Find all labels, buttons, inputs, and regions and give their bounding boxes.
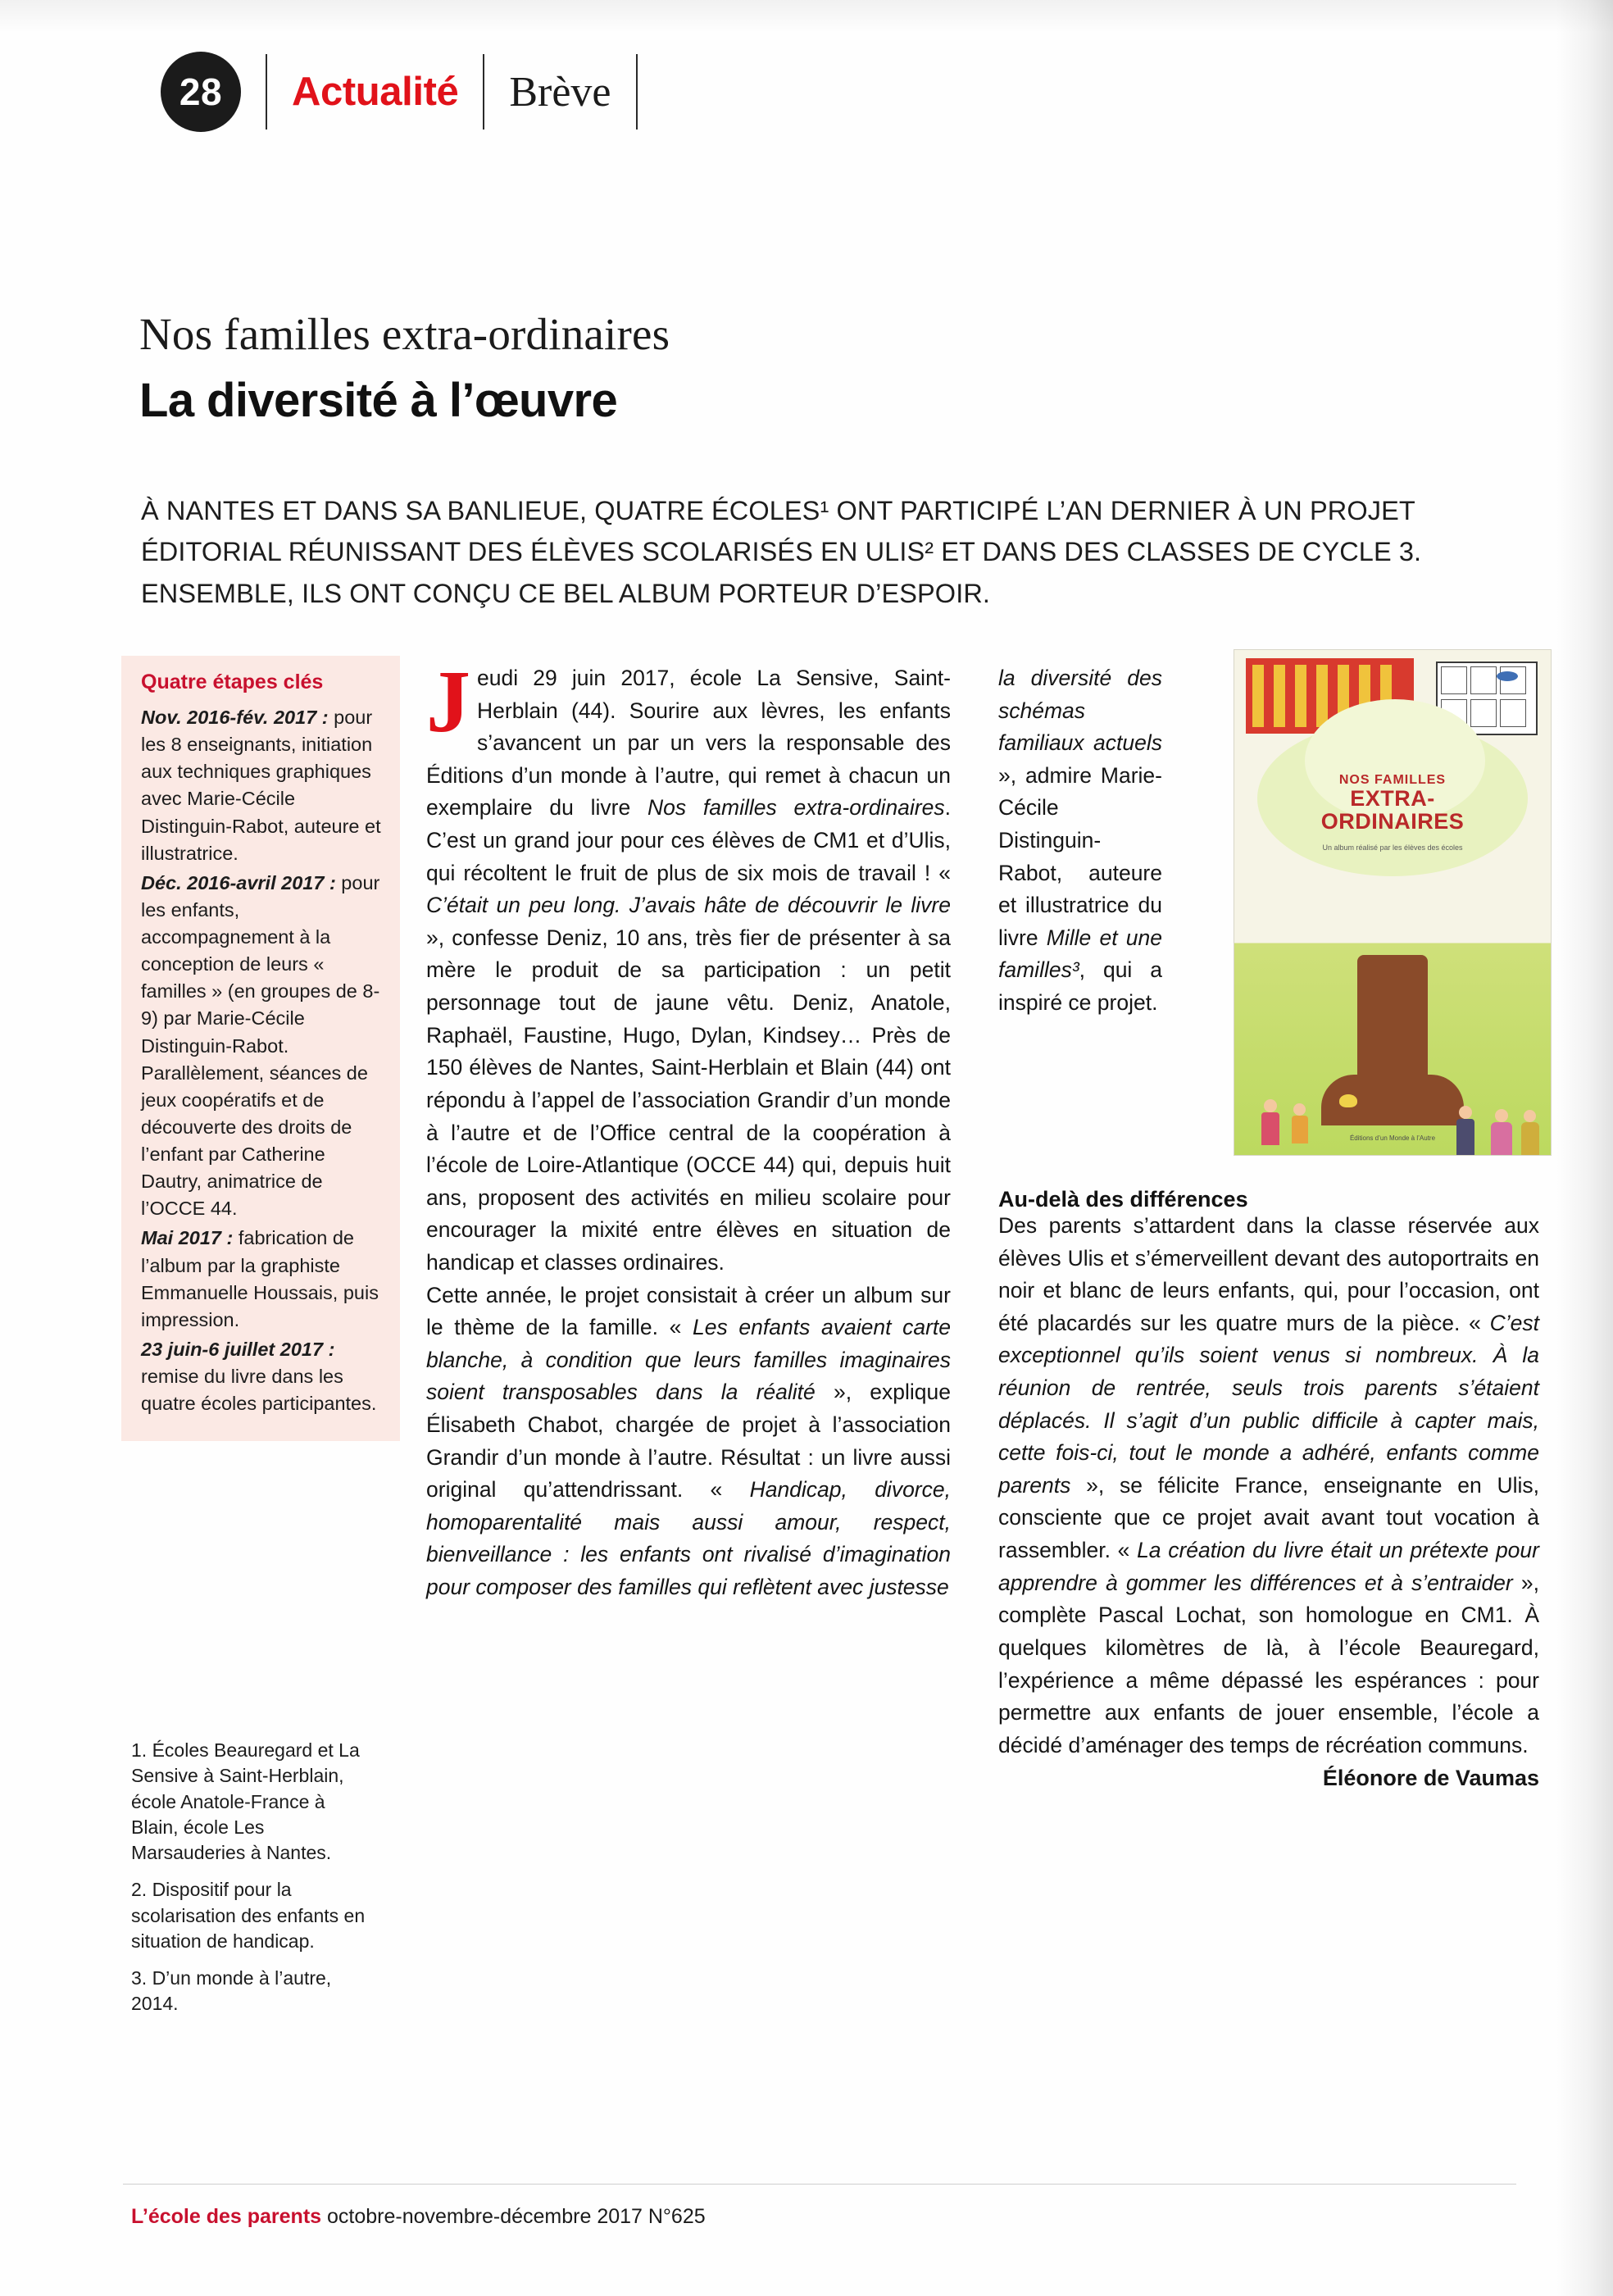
character-figure-5: [1524, 1110, 1536, 1122]
footnote-2: 2. Dispositif pour la scolarisation des enfants en situation de handicap.: [131, 1879, 366, 1952]
quote-text: C’était un peu long. J’avais hâte de découvrir le livre: [426, 893, 951, 918]
quote-text: Les enfants avaient carte blanche, à condition que leurs familles imaginaires soient transposables dans la réalité: [426, 1315, 952, 1405]
body-text: eudi 29 juin 2017, école La Sensive, Saint-Herblain (44). Sourire aux lèvres, les enfants s’avancent un par un vers la responsable des Éditions d’un monde à l’autre, qui remet à chacun un exemplaire du livre: [426, 666, 951, 821]
bird-icon-2: [1497, 671, 1518, 681]
bird-icon: [1339, 1094, 1357, 1107]
quote-text: la diversité des schémas familiaux actuels: [998, 666, 1162, 756]
step-label: Nov. 2016-fév. 2017 :: [141, 707, 329, 728]
body-paragraph-1: [426, 653, 951, 1280]
author-signature: Éléonore de Vaumas: [1322, 1766, 1539, 1791]
character-figure-3: [1459, 1106, 1472, 1119]
page-header: [161, 51, 662, 133]
step-text: pour les enfants, accompagnement à la conception de leurs « familles » (en groupes de 8-9) par Marie-Cécile Distinguin-Rabot. Parallèlement, séances de jeux coopératifs et de découverte des droits de l’enfant par Catherine Dautry, animatrice de l’OCCE 44.: [141, 871, 380, 1220]
footer-divider: [123, 2184, 1516, 2185]
header-divider-2: [483, 54, 484, 130]
body-text: », complète Pascal Lochat, son homologue en CM1. À quelques kilomètres de là, à l’école Beauregard, l’expérience a même dépassé les espérances : pour permettre aux enfants de jouer ensemble, l’école a décidé d’aménager des temps de récréation communs.: [998, 1570, 1539, 1757]
body-text: », se félicite France, enseignante en Ulis, consciente que ce projet avait avant tout vocation à rassembler. «: [998, 1472, 1539, 1563]
step-text: remise du livre dans les quatre écoles participantes.: [141, 1366, 377, 1415]
book-title: Mille et une familles³: [998, 925, 1162, 983]
list-item: [141, 1225, 384, 1334]
list-item: [141, 1336, 384, 1417]
body-column-right-bottom: [998, 1172, 1539, 1795]
title-block: [139, 310, 1418, 426]
character-figure-2: [1293, 1103, 1306, 1116]
cover-title-line-1: NOS FAMILLES: [1338, 773, 1447, 787]
book-title: Nos familles extra-ordinaires: [647, 795, 945, 821]
body-paragraph-2: [426, 1280, 951, 1604]
page-number-badge: 28: [161, 52, 241, 132]
body-paragraph-4: [998, 1210, 1539, 1791]
footnotes-block: [131, 1738, 377, 2029]
footnote-3: 3. D’un monde à l’autre, 2014.: [131, 1967, 332, 2015]
footnote-1: 1. Écoles Beauregard et La Sensive à Saint-Herblain, école Anatole-France à Blain, école Les Marsauderies à Nantes.: [131, 1739, 360, 1864]
header-rubrique: Actualité: [292, 70, 459, 114]
character-figure-4: [1495, 1109, 1508, 1122]
quote-text: La création du livre était un prétexte pour apprendre à gommer les différences et à s’entraider: [998, 1538, 1539, 1595]
body-text: Cette année, le projet consistait à créer un album sur le thème de la famille. «: [426, 1282, 951, 1340]
article-kicker: Nos familles extra-ordinaires: [139, 309, 670, 359]
step-text: fabrication de l’album par la graphiste Emmanuelle Houssais, puis impression.: [141, 1227, 379, 1330]
issue-info: octobre-novembre-décembre 2017 N°625: [327, 2205, 706, 2228]
header-divider-1: [266, 54, 267, 130]
magazine-name: L’école des parents: [131, 2205, 322, 2228]
body-text: . C’est un grand jour pour ces élèves de CM1 et d’Ulis, qui récoltent le fruit de plus de six mois de travail ! «: [426, 795, 951, 885]
quote-text: C’est exceptionnel qu’ils soient venus si nombreux. À la réunion de rentrée, seuls trois parents s’étaient déplacés. Il s’agit d’un public difficile à capter mais, cette fois-ci, tout le monde a adhéré, enfants comme parents: [998, 1310, 1539, 1498]
drop-cap: J: [426, 653, 470, 751]
body-text: », admire Marie-Cécile Distinguin-Rabot, auteure et illustratrice du livre: [998, 762, 1162, 950]
cover-title: [1234, 773, 1551, 833]
body-text: », explique Élisabeth Chabot, chargée de projet à l’association Grandir d’un monde à l’autre. Résultat : un livre aussi original qu’attendrissant. «: [426, 1380, 951, 1503]
tree-icon: [1357, 955, 1428, 1125]
sidebar-key-steps: [121, 656, 400, 1441]
body-text: », confesse Deniz, 10 ans, très fier de présenter à sa mère le produit de sa participation : un petit personnage tout de jaune vêtu. Deniz, Anatole, Raphaël, Faustine, Hugo, Dylan, Kindsey… Près de 150 élèves de Nantes, Saint-Herblain et Blain (44) ont répondu à l’appel de l’association Grandir d’un monde à l’autre et de l’Office central de la coopération à l’école de Loire-Atlantique (OCCE 44) qui, depuis huit ans, proposent des activités en milieu scolaire pour encourager la mixité entre élèves en situation de handicap et classes ordinaires.: [426, 925, 951, 1275]
body-column-middle: [426, 653, 952, 1604]
section-subhead: Au-delà des différences: [998, 1187, 1248, 1212]
body-text: Des parents s’attardent dans la classe réservée aux élèves Ulis et s’émerveillent devant des autoportraits en noir et blanc de leurs enfants, qui, pour l’occasion, ont été placardés sur les quatre murs de la pièce. «: [998, 1213, 1539, 1335]
book-cover-image: [1234, 649, 1552, 1156]
page-footer: [131, 2205, 706, 2229]
header-section: Brève: [509, 68, 611, 116]
step-label: Mai 2017 :: [141, 1227, 234, 1249]
header-divider-3: [636, 54, 638, 130]
cover-title-line-3: ORDINAIRES: [1320, 808, 1465, 834]
quote-text: Handicap, divorce, homoparentalité mais aussi amour, respect, bienveillance : les enfants ont rivalisé d’imagination pour composer des familles qui reflètent avec justesse: [426, 1477, 951, 1600]
article-standfirst: À NANTES ET DANS SA BANLIEUE, QUATRE ÉCOLES¹ ONT PARTICIPÉ L’AN DERNIER À UN PROJET ÉDITORIAL RÉUNISSANT DES ÉLÈVES SCOLARISÉS EN ULIS² ET DANS DES CLASSES DE CYCLE 3. ENSEMBLE, ILS ONT CONÇU CE BEL ALBUM PORTEUR D’ESPOIR.: [141, 496, 1422, 608]
body-column-right-top: [998, 662, 1162, 1020]
cover-subtitle: Un album réalisé par les élèves des écoles: [1322, 843, 1463, 852]
character-figure-1: [1264, 1099, 1277, 1112]
page-title: La diversité à l’œuvre: [139, 373, 618, 427]
sidebar-title: Quatre étapes clés: [141, 671, 324, 693]
body-text: , qui a inspiré ce projet.: [998, 957, 1162, 1016]
cover-title-line-2: EXTRA-: [1350, 786, 1435, 811]
body-paragraph-3: [998, 662, 1162, 1020]
step-label: Déc. 2016-avril 2017 :: [141, 871, 336, 893]
step-text: pour les 8 enseignants, initiation aux techniques graphiques avec Marie-Cécile Distinguin-Rabot, auteure et illustratrice.: [141, 707, 381, 864]
step-label: 23 juin-6 juillet 2017 :: [141, 1338, 335, 1360]
list-item: [141, 870, 384, 1223]
cover-publisher: Éditions d’un Monde à l’Autre: [1349, 1134, 1436, 1142]
list-item: [141, 704, 384, 867]
